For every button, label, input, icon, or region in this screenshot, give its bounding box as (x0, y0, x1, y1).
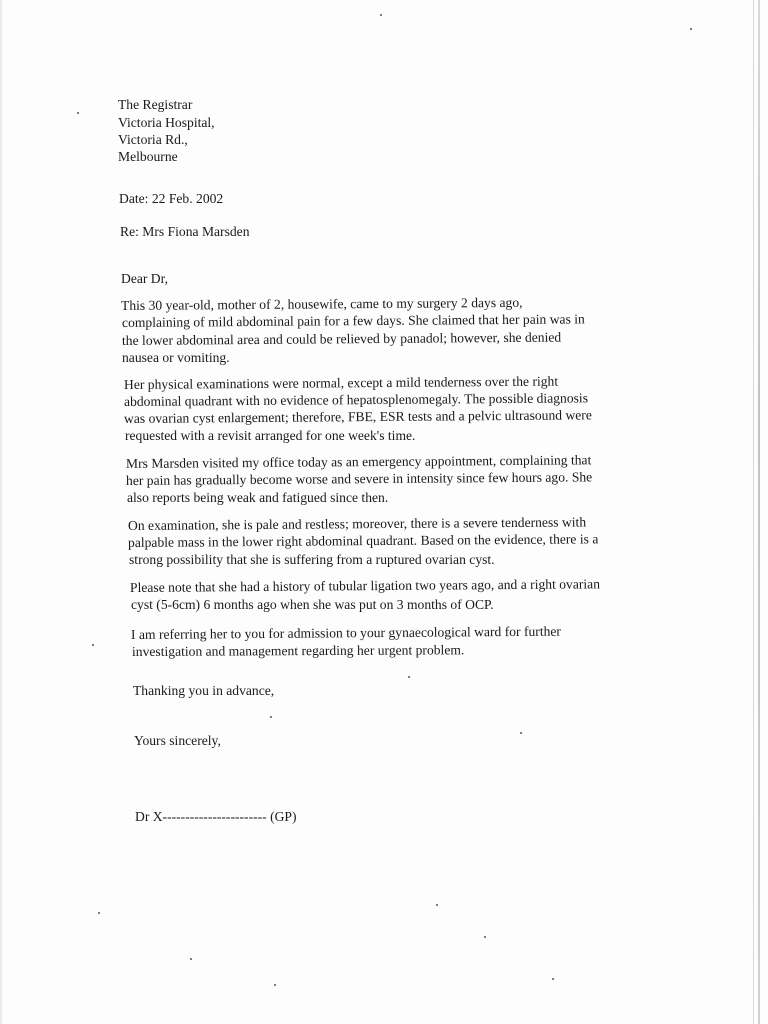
letter-salutation: Dear Dr, (121, 271, 169, 286)
scan-speck (77, 112, 79, 114)
paragraph-4-line-1: On examination, she is pale and restless; moreover, there is a severe tenderness with (127, 514, 587, 533)
letter-closing: Yours sincerely, (134, 733, 221, 748)
scan-speck (484, 936, 486, 938)
recipient-line-1: The Registrar (118, 97, 193, 112)
letter-signature: Dr X----------------------- (GP) (135, 809, 297, 824)
letter-date: Date: 22 Feb. 2002 (119, 191, 224, 206)
paragraph-2-line-2: abdominal quadrant with no evidence of hepatosplenomegaly. The possible diagnosis (123, 390, 589, 409)
scan-speck (690, 28, 692, 30)
scan-speck (274, 984, 276, 986)
paragraph-3-line-3: also reports being weak and fatigued since then. (127, 490, 389, 505)
paragraph-1-line-3: the lower abdominal area and could be relieved by panadol; however, she denied (121, 329, 562, 348)
paragraph-1-line-2: complaining of mild abdominal pain for a few days. She claimed that her pain was in (121, 311, 585, 330)
paragraph-1-line-4: nausea or vomiting. (122, 350, 230, 365)
letter-subject: Re: Mrs Fiona Marsden (120, 224, 250, 239)
paragraph-3-line-2: her pain has gradually become worse and severe in intensity since few hours ago. She (125, 469, 593, 488)
paragraph-1-line-1: This 30 year-old, mother of 2, housewife, came to my surgery 2 days ago, (120, 294, 523, 313)
paragraph-2-line-1: Her physical examinations were normal, except a mild tenderness over the right (123, 373, 559, 392)
paragraph-4-line-3: strong possibility that she is suffering from a ruptured ovarian cyst. (129, 552, 495, 567)
paragraph-2-line-3: was ovarian cyst enlargement; therefore, FBE, ESR tests and a pelvic ultrasound were (123, 407, 592, 426)
recipient-line-2: Victoria Hospital, (118, 115, 215, 130)
scan-speck (552, 978, 554, 980)
scan-speck (98, 912, 100, 914)
scan-left-edge (0, 0, 3, 1024)
paragraph-2-line-4: requested with a revisit arranged for one week's time. (125, 428, 416, 443)
scan-speck (270, 716, 272, 718)
scan-speck (92, 644, 94, 646)
scan-speck (190, 958, 192, 960)
scan-right-edge-inner (753, 0, 754, 1024)
paragraph-4-line-2: palpable mass in the lower right abdominal quadrant. Based on the evidence, there is a (127, 531, 599, 550)
scan-speck (436, 904, 438, 906)
scan-speck (380, 14, 382, 16)
paragraph-6-line-1: I am referring her to you for admission to your gynaecological ward for further (130, 623, 561, 642)
letter-thanks: Thanking you in advance, (133, 683, 275, 698)
paragraph-6-line-2: investigation and management regarding her urgent problem. (131, 642, 465, 659)
recipient-line-3: Victoria Rd., (118, 132, 188, 147)
scan-right-edge (758, 0, 760, 1024)
scan-speck (520, 732, 522, 734)
paragraph-5-line-2: cyst (5-6cm) 6 months ago when she was put on 3 months of OCP. (131, 597, 494, 612)
scan-speck (408, 676, 410, 678)
recipient-line-4: Melbourne (118, 149, 178, 164)
paragraph-5-line-1: Please note that she had a history of tubular ligation two years ago, and a right ovarian (129, 576, 601, 595)
paragraph-3-line-1: Mrs Marsden visited my office today as an emergency appointment, complaining that (125, 452, 592, 471)
